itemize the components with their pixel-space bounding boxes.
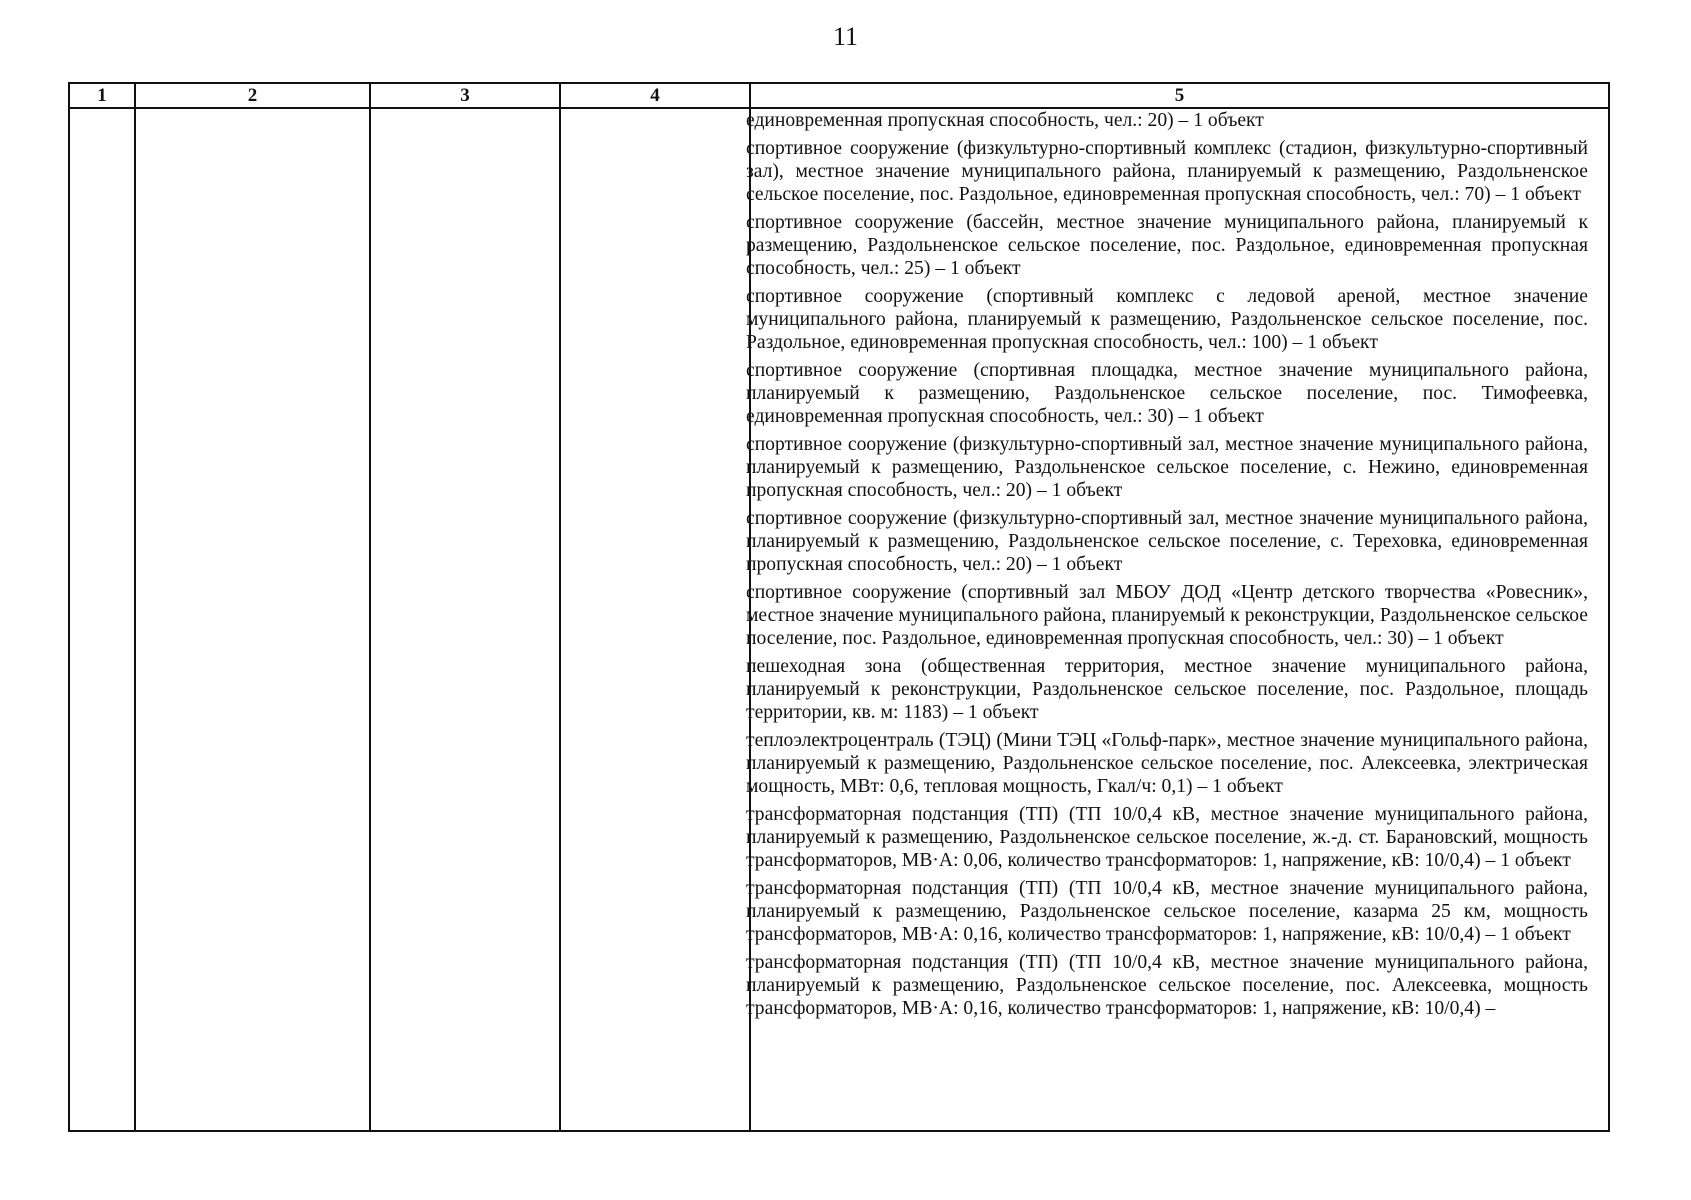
column-divider xyxy=(369,84,371,1130)
table-cell-entry: трансформаторная подстанция (ТП) (ТП 10/0,4 кВ, местное значение муниципального района, планируемый к размещению, Раздольненское сельское поселение, пос. Алексеевка, мощность трансформаторов, МВ·А: 0,16, количество трансформаторов: 1, напряжение, кВ: 10/0,4) – xyxy=(746,952,1588,1019)
table-cell-entry: спортивное сооружение (спортивный зал МБОУ ДОД «Центр детского творчества «Ровесник», местное значение муниципального района, планируемый к реконструкции, Раздольненское сельское поселение, пос. Раздольное, единовременная пропускная способность, чел.: 30) – 1 объект xyxy=(746,582,1588,649)
page-number: 11 xyxy=(832,22,859,51)
column-header-5: 5 xyxy=(1174,85,1185,106)
table-cell-entry: спортивное сооружение (спортивная площадка, местное значение муниципального района, планируемый к размещению, Раздольненское сельское поселение, пос. Тимофеевка, единовременная пропускная способность, чел.: 30) – 1 объект xyxy=(746,360,1588,427)
column-divider xyxy=(134,84,136,1130)
column-5-content xyxy=(746,109,1588,1130)
column-divider xyxy=(559,84,561,1130)
table-cell-entry: спортивное сооружение (бассейн, местное значение муниципального района, планируемый к размещению, Раздольненское сельское поселение, пос. Раздольное, единовременная пропускная способность, чел.: 25) – 1 объект xyxy=(746,212,1588,279)
table-cell-entry: спортивное сооружение (физкультурно-спортивный зал, местное значение муниципального района, планируемый к размещению, Раздольненское сельское поселение, с. Нежино, единовременная пропускная способность, чел.: 20) – 1 объект xyxy=(746,434,1588,501)
column-header-3: 3 xyxy=(460,85,470,106)
table-cell-entry: трансформаторная подстанция (ТП) (ТП 10/0,4 кВ, местное значение муниципального района, планируемый к размещению, Раздольненское сельское поселение, казарма 25 км, мощность трансформаторов, МВ·А: 0,16, количество трансформаторов: 1, напряжение, кВ: 10/0,4) – 1 объект xyxy=(746,878,1588,945)
data-table xyxy=(68,82,1610,1132)
table-cell-entry: трансформаторная подстанция (ТП) (ТП 10/0,4 кВ, местное значение муниципального района, планируемый к размещению, Раздольненское сельское поселение, ж.-д. ст. Барановский, мощность трансформаторов, МВ·А: 0,06, количество трансформаторов: 1, напряжение, кВ: 10/0,4) – 1 объект xyxy=(746,804,1588,871)
table-cell-entry: пешеходная зона (общественная территория, местное значение муниципального района, планируемый к реконструкции, Раздольненское сельское поселение, пос. Раздольное, площадь территории, кв. м: 1183) – 1 объект xyxy=(746,656,1588,723)
table-header-row xyxy=(70,84,1608,109)
column-header-1: 1 xyxy=(97,85,107,106)
table-cell-entry: единовременная пропускная способность, чел.: 20) – 1 объект xyxy=(746,110,1264,131)
column-header-2: 2 xyxy=(247,85,258,106)
column-header-4: 4 xyxy=(650,85,660,106)
table-cell-entry: спортивное сооружение (физкультурно-спортивный комплекс (стадион, физкультурно-спортивный зал), местное значение муниципального района, планируемый к размещению, Раздольненское сельское поселение, пос. Раздольное, единовременная пропускная способность, чел.: 70) – 1 объект xyxy=(746,138,1588,205)
table-cell-entry: теплоэлектроцентраль (ТЭЦ) (Мини ТЭЦ «Гольф-парк», местное значение муниципального района, планируемый к размещению, Раздольненское сельское поселение, пос. Алексеевка, электрическая мощность, МВт: 0,6, тепловая мощность, Гкал/ч: 0,1) – 1 объект xyxy=(746,730,1588,797)
table-cell-entry: спортивное сооружение (физкультурно-спортивный зал, местное значение муниципального района, планируемый к размещению, Раздольненское сельское поселение, с. Тереховка, единовременная пропускная способность, чел.: 20) – 1 объект xyxy=(746,508,1588,575)
table-cell-entry: спортивное сооружение (спортивный комплекс с ледовой ареной, местное значение муниципального района, планируемый к размещению, Раздольненское сельское поселение, пос. Раздольное, единовременная пропускная способность, чел.: 100) – 1 объект xyxy=(746,286,1588,353)
